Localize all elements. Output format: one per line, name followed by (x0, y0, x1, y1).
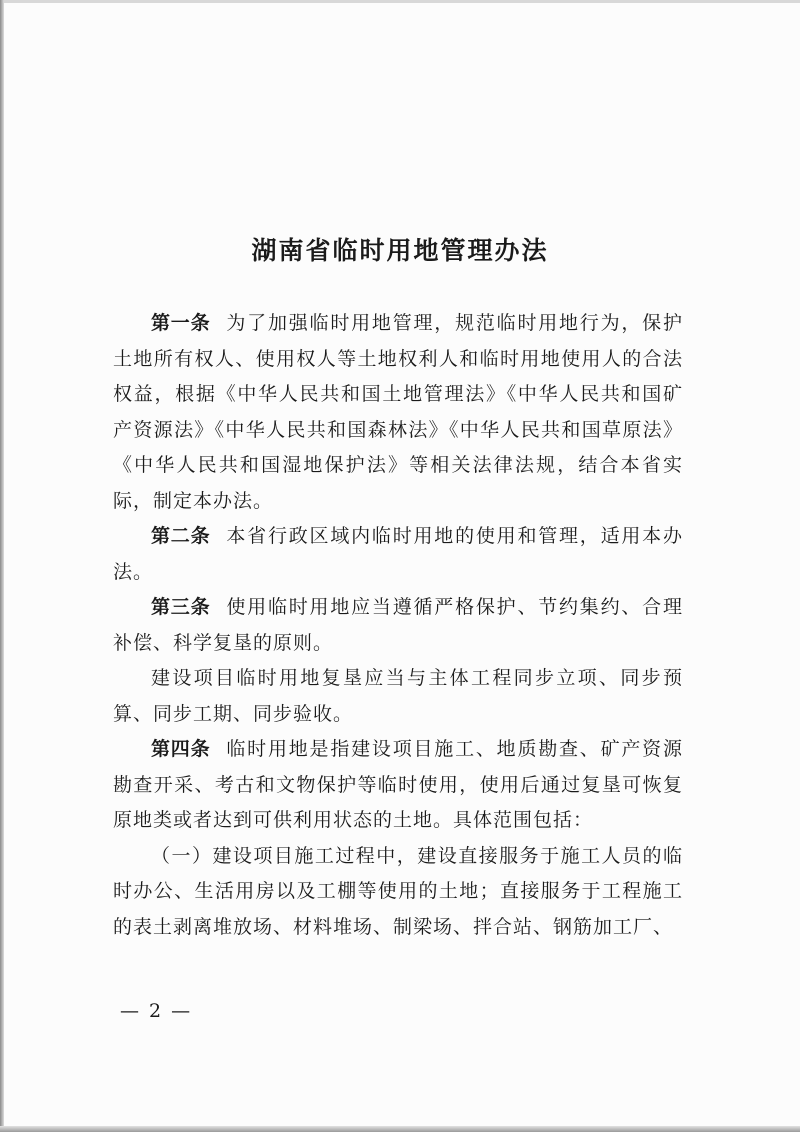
scan-edge-left (0, 0, 4, 1132)
article-text: 为了加强临时用地管理，规范临时用地行为，保护土地所有权人、使用权人等土地权利人和临时用地使用人的合法权益，根据《中华人民共和国土地管理法》《中华人民共和国矿产资源法》《中华人民共和国森林法》《中华人民共和国草原法》《中华人民共和国湿地保护法》等相关法律法规，结合本省实际，制定本办法。 (113, 312, 683, 512)
paragraph-text: 建设项目临时用地复垦应当与主体工程同步立项、同步预算、同步工期、同步验收。 (113, 667, 683, 725)
scan-edge-bottom (0, 1126, 800, 1132)
paragraph-text: （一）建设项目施工过程中，建设直接服务于施工人员的临时办公、生活用房以及工棚等使用的土地；直接服务于工程施工的表土剥离堆放场、材料堆场、制梁场、拌合站、钢筋加工厂、 (113, 844, 683, 938)
article-3-paragraph-2 (113, 661, 683, 732)
article-label: 第一条 (151, 312, 211, 334)
scan-edge-top (0, 0, 800, 3)
article-label: 第四条 (151, 738, 211, 760)
document-body (113, 306, 683, 945)
page-number: — 2 — (120, 1000, 193, 1022)
article-label: 第二条 (151, 525, 211, 547)
article-text: 本省行政区域内临时用地的使用和管理，适用本办法。 (113, 525, 683, 583)
article-text: 使用临时用地应当遵循严格保护、节约集约、合理补偿、科学复垦的原则。 (113, 596, 683, 654)
article-text: 临时用地是指建设项目施工、地质勘查、矿产资源勘查开采、考古和文物保护等临时使用，使用后通过复垦可恢复原地类或者达到可供利用状态的土地。具体范围包括： (113, 738, 683, 831)
article-label: 第三条 (151, 596, 211, 618)
article-4 (113, 732, 683, 839)
article-2 (113, 519, 683, 590)
article-3 (113, 590, 683, 661)
document-title: 湖南省临时用地管理办法 (251, 236, 549, 265)
article-1 (113, 306, 683, 519)
article-4-item-1 (113, 839, 683, 946)
